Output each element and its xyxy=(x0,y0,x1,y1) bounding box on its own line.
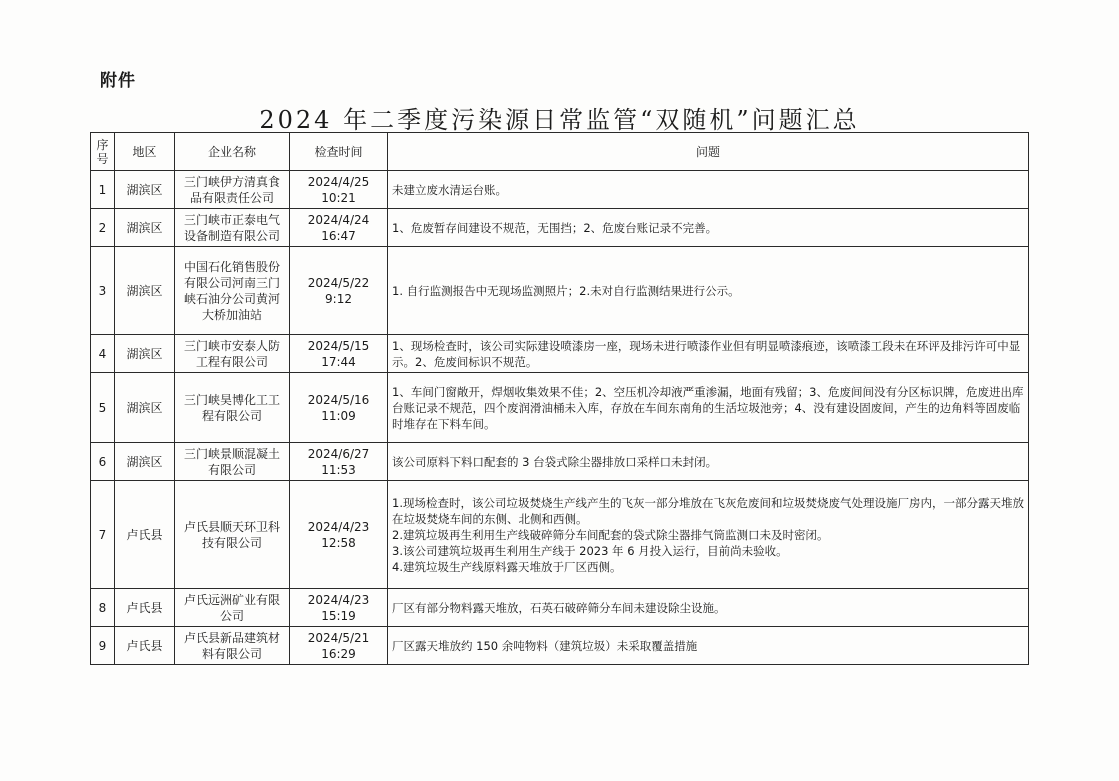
cell-region: 卢氏县 xyxy=(115,627,175,665)
cell-issue: 厂区有部分物料露天堆放，石英石破碎筛分车间未建设除尘设施。 xyxy=(388,589,1029,627)
table-row xyxy=(91,209,1029,247)
cell-time: 2024/5/15 17:44 xyxy=(290,335,388,373)
cell-issue: 1. 自行监测报告中无现场监测照片；2.未对自行监测结果进行公示。 xyxy=(388,247,1029,335)
table-row xyxy=(91,481,1029,589)
cell-region: 湖滨区 xyxy=(115,171,175,209)
table-row xyxy=(91,627,1029,665)
cell-company: 三门峡市正泰电气设备制造有限公司 xyxy=(175,209,290,247)
cell-no: 2 xyxy=(91,209,115,247)
table-row xyxy=(91,589,1029,627)
cell-company: 卢氏远洲矿业有限公司 xyxy=(175,589,290,627)
table-row xyxy=(91,443,1029,481)
header-company: 企业名称 xyxy=(175,133,290,171)
cell-issue: 1、现场检查时，该公司实际建设喷漆房一座，现场未进行喷漆作业但有明显喷漆痕迹，该喷漆工段未在环评及排污许可中显示。2、危废间标识不规范。 xyxy=(388,335,1029,373)
cell-issue: 1.现场检查时，该公司垃圾焚烧生产线产生的飞灰一部分堆放在飞灰危废间和垃圾焚烧废气处理设施厂房内，一部分露天堆放在垃圾焚烧车间的东侧、北侧和西侧。 2.建筑垃圾再生利用生产线破碎筛分车间配套的袋式除尘器排气筒监测口未及时密闭。 3.该公司建筑垃圾再生利用生产线于 2023 年 6 月投入运行，目前尚未验收。 4.建筑垃圾生产线原料露天堆放于厂区西侧。 xyxy=(388,481,1029,589)
table-row xyxy=(91,247,1029,335)
cell-company: 三门峡昊博化工工程有限公司 xyxy=(175,373,290,443)
table-row xyxy=(91,373,1029,443)
cell-company: 三门峡伊方清真食品有限责任公司 xyxy=(175,171,290,209)
header-issue: 问题 xyxy=(388,133,1029,171)
cell-no: 4 xyxy=(91,335,115,373)
table-row xyxy=(91,335,1029,373)
cell-company: 卢氏县顺天环卫科技有限公司 xyxy=(175,481,290,589)
cell-time: 2024/4/23 15:19 xyxy=(290,589,388,627)
cell-no: 9 xyxy=(91,627,115,665)
cell-time: 2024/6/27 11:53 xyxy=(290,443,388,481)
cell-issue: 未建立废水清运台账。 xyxy=(388,171,1029,209)
cell-no: 8 xyxy=(91,589,115,627)
attachment-label: 附件 xyxy=(100,71,136,91)
header-region: 地区 xyxy=(115,133,175,171)
cell-region: 湖滨区 xyxy=(115,373,175,443)
cell-company: 卢氏县新品建筑材料有限公司 xyxy=(175,627,290,665)
cell-no: 7 xyxy=(91,481,115,589)
issues-table xyxy=(90,132,1029,665)
cell-region: 卢氏县 xyxy=(115,589,175,627)
cell-region: 湖滨区 xyxy=(115,335,175,373)
cell-company: 三门峡市安泰人防工程有限公司 xyxy=(175,335,290,373)
cell-issue: 1、危废暂存间建设不规范，无围挡；2、危废台账记录不完善。 xyxy=(388,209,1029,247)
cell-region: 卢氏县 xyxy=(115,481,175,589)
cell-time: 2024/5/22 9:12 xyxy=(290,247,388,335)
header-seq: 序号 xyxy=(91,133,115,171)
cell-issue: 该公司原料下料口配套的 3 台袋式除尘器排放口采样口未封闭。 xyxy=(388,443,1029,481)
cell-time: 2024/4/24 16:47 xyxy=(290,209,388,247)
cell-issue: 厂区露天堆放约 150 余吨物料（建筑垃圾）未采取覆盖措施 xyxy=(388,627,1029,665)
cell-region: 湖滨区 xyxy=(115,443,175,481)
cell-no: 3 xyxy=(91,247,115,335)
cell-no: 5 xyxy=(91,373,115,443)
table-row xyxy=(91,171,1029,209)
cell-issue: 1、车间门窗敞开，焊烟收集效果不佳；2、空压机冷却液严重渗漏，地面有残留；3、危废间间没有分区标识牌，危废进出库台账记录不规范，四个废润滑油桶未入库，存放在车间东南角的生活垃圾池旁；4、没有建设固废间，产生的边角料等固废临时堆存在下料车间。 xyxy=(388,373,1029,443)
cell-time: 2024/4/25 10:21 xyxy=(290,171,388,209)
cell-company: 中国石化销售股份有限公司河南三门峡石油分公司黄河大桥加油站 xyxy=(175,247,290,335)
cell-no: 6 xyxy=(91,443,115,481)
cell-time: 2024/5/21 16:29 xyxy=(290,627,388,665)
cell-region: 湖滨区 xyxy=(115,209,175,247)
cell-no: 1 xyxy=(91,171,115,209)
cell-time: 2024/5/16 11:09 xyxy=(290,373,388,443)
header-row xyxy=(91,133,1029,171)
document-title: 2024 年二季度污染源日常监管“双随机”问题汇总 xyxy=(259,106,860,134)
cell-time: 2024/4/23 12:58 xyxy=(290,481,388,589)
cell-company: 三门峡景顺混凝土有限公司 xyxy=(175,443,290,481)
cell-region: 湖滨区 xyxy=(115,247,175,335)
header-time: 检查时间 xyxy=(290,133,388,171)
